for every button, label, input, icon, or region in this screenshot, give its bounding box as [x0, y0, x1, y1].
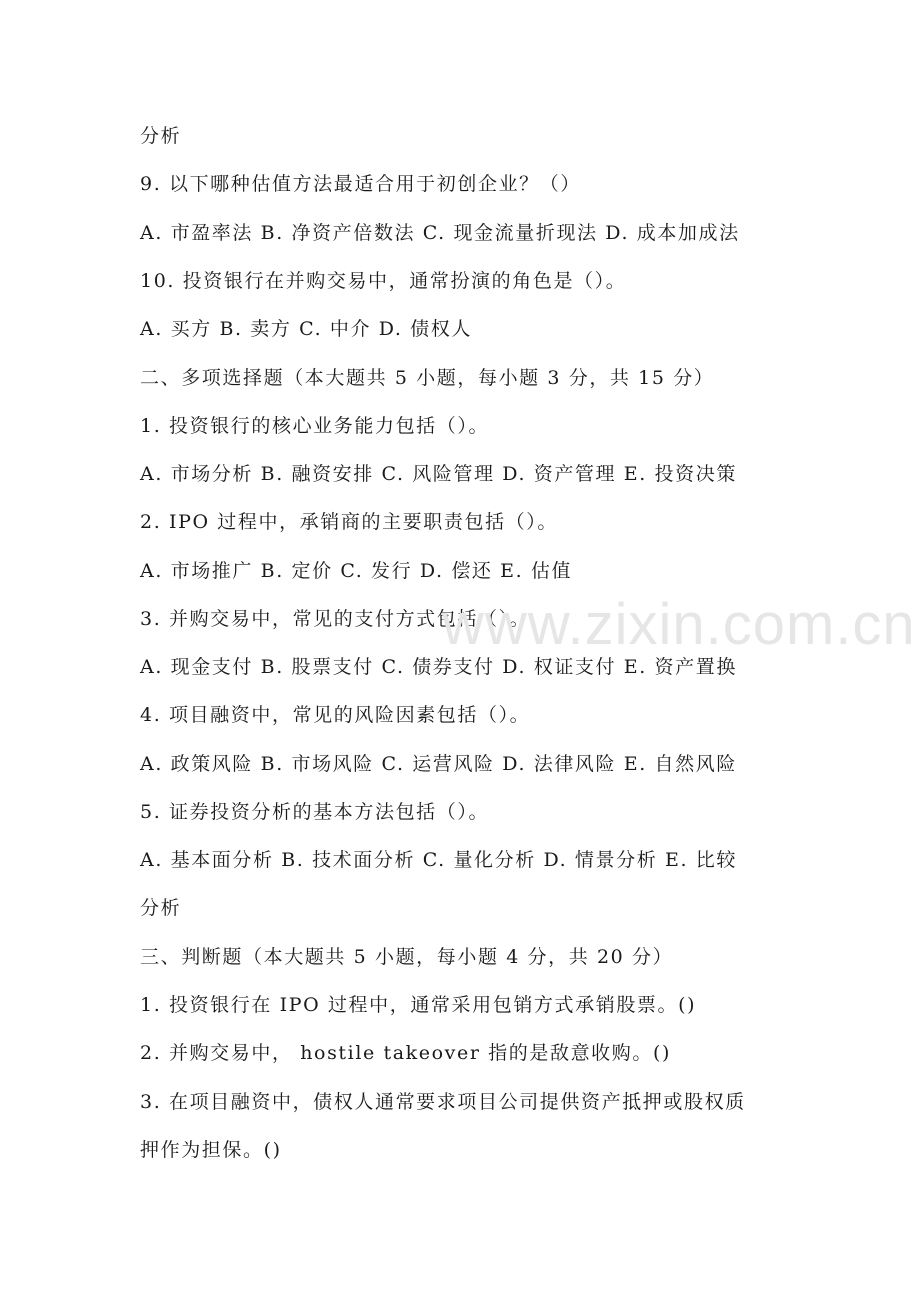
question-2: 2. IPO 过程中，承销商的主要职责包括（）。 — [140, 511, 558, 533]
question-2-options: A. 市场推广 B. 定价 C. 发行 D. 偿还 E. 估值 — [140, 560, 573, 582]
question-9-options: A. 市盈率法 B. 净资产倍数法 C. 现金流量折现法 D. 成本加成法 — [140, 222, 740, 244]
watermark: www.zixin.com.cn — [442, 592, 916, 657]
question-5: 5. 证券投资分析的基本方法包括（）。 — [140, 801, 490, 823]
question-9: 9. 以下哪种估值方法最适合用于初创企业？（） — [140, 173, 581, 195]
question-1: 1. 投资银行的核心业务能力包括（）。 — [140, 415, 490, 437]
judgment-3: 3. 在项目融资中，债权人通常要求项目公司提供资产抵押或股权质 — [140, 1091, 746, 1113]
question-10: 10. 投资银行在并购交易中，通常扮演的角色是（）。 — [140, 270, 627, 292]
section-heading-multiple-choice: 二、多项选择题（本大题共 5 小题，每小题 3 分，共 15 分） — [140, 367, 715, 389]
question-4: 4. 项目融资中，常见的风险因素包括（）。 — [140, 704, 531, 726]
judgment-3-continued: 押作为担保。() — [140, 1139, 282, 1161]
question-4-options: A. 政策风险 B. 市场风险 C. 运营风险 D. 法律风险 E. 自然风险 — [140, 753, 737, 775]
judgment-2: 2. 并购交易中， hostile takeover 指的是敌意收购。() — [140, 1042, 671, 1064]
judgment-1: 1. 投资银行在 IPO 过程中，通常采用包销方式承销股票。() — [140, 994, 697, 1016]
question-5-options-continued: 分析 — [140, 897, 182, 919]
question-10-options: A. 买方 B. 卖方 C. 中介 D. 债权人 — [140, 318, 472, 340]
question-5-options: A. 基本面分析 B. 技术面分析 C. 量化分析 D. 情景分析 E. 比较 — [140, 849, 737, 871]
question-3: 3. 并购交易中，常见的支付方式包括（）。 — [140, 608, 531, 630]
question-1-options: A. 市场分析 B. 融资安排 C. 风险管理 D. 资产管理 E. 投资决策 — [140, 463, 737, 485]
text-line: 分析 — [140, 125, 182, 147]
section-heading-true-false: 三、判断题（本大题共 5 小题，每小题 4 分，共 20 分） — [140, 946, 674, 968]
question-3-options: A. 现金支付 B. 股票支付 C. 债券支付 D. 权证支付 E. 资产置换 — [140, 656, 737, 678]
